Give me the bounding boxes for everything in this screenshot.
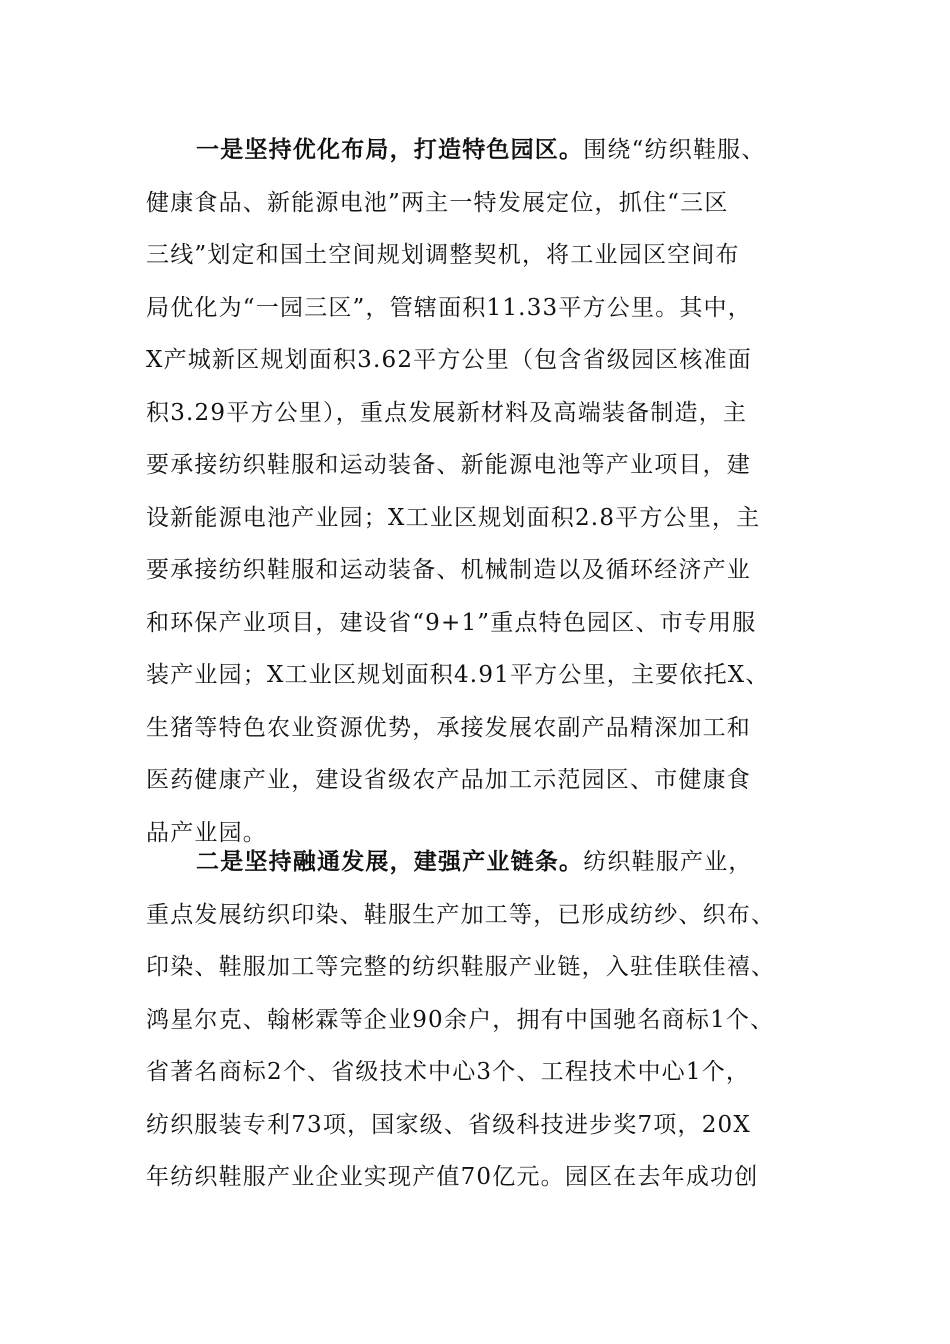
paragraph-line: 品产业园。 — [146, 819, 267, 846]
paragraph-line: 鸿星尔克、翰彬霖等企业90余户，拥有中国驰名商标1个、 — [146, 1006, 775, 1033]
paragraph-line: 生猪等特色农业资源优势，承接发展农副产品精深加工和 — [146, 714, 751, 741]
paragraph-line: 医药健康产业，建设省级农产品加工示范园区、市健康食 — [146, 767, 751, 793]
paragraph-line: 重点发展纺织印染、鞋服生产加工等，已形成纺纱、织布、 — [146, 901, 776, 928]
paragraph-line: 装产业园；X工业区规划面积4.91平方公里，主要依托X、 — [146, 662, 770, 688]
paragraph-first-line — [146, 836, 806, 889]
paragraph-line: 三线”划定和国土空间规划调整契机，将工业园区空间布 — [146, 242, 740, 268]
paragraph-lead-heading: 一是坚持优化布局，打造特色园区。 — [196, 136, 584, 163]
paragraph-line: 健康食品、新能源电池”两主一特发展定位，抓住“三区 — [146, 189, 729, 216]
paragraph-line: 要承接纺织鞋服和运动装备、新能源电池等产业项目，建 — [146, 452, 751, 478]
paragraph-line: 年纺织鞋服产业企业实现产值70亿元。园区在去年成功创 — [146, 1164, 759, 1190]
paragraph-line: 印染、鞋服加工等完整的纺织鞋服产业链，入驻佳联佳禧、 — [146, 954, 776, 980]
paragraph-text: 围绕“纺织鞋服、 — [583, 137, 766, 163]
paragraph-text: 纺织鞋服产业， — [583, 849, 753, 875]
paragraph-line: 积3.29平方公里），重点发展新材料及高端装备制造，主 — [146, 399, 748, 426]
paragraph-line: 要承接纺织鞋服和运动装备、机械制造以及循环经济产业 — [146, 557, 751, 583]
paragraph-line: 省著名商标2个、省级技术中心3个、工程技术中心1个， — [146, 1059, 751, 1085]
paragraph-line: 和环保产业项目，建设省“9+1”重点特色园区、市专用服 — [146, 609, 757, 636]
paragraph-line: 纺织服装专利73项，国家级、省级科技进步奖7项，20X — [146, 1111, 751, 1138]
paragraph-line: 设新能源电池产业园；X工业区规划面积2.8平方公里，主 — [146, 504, 761, 531]
paragraph-line: X产城新区规划面积3.62平方公里（包含省级园区核准面 — [146, 347, 752, 373]
paragraph-line: 局优化为“一园三区”，管辖面积11.33平方公里。其中， — [146, 294, 752, 321]
paragraph-layout-optimization — [146, 124, 806, 859]
paragraph-industry-chain — [146, 836, 806, 1204]
paragraph-first-line — [146, 124, 806, 177]
paragraph-lead-heading: 二是坚持融通发展，建强产业链条。 — [196, 848, 584, 875]
